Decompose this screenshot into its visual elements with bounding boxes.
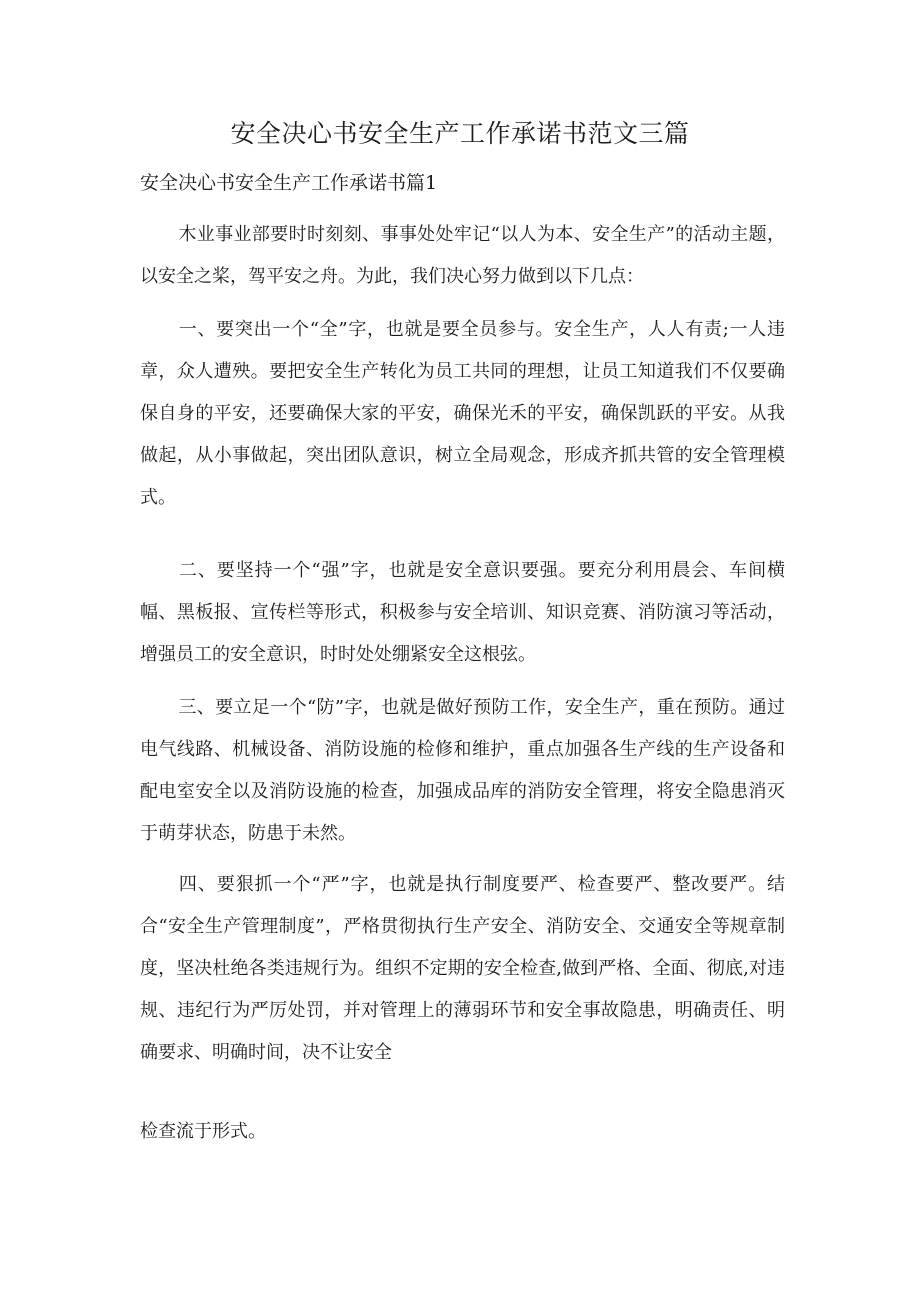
section-heading: 安全决心书安全生产工作承诺书篇1 [140, 172, 438, 194]
paragraph-intro: 木业事业部要时时刻刻、事事处处牢记“以人为本、安全生产”的活动主题，以安全之桨，驾平安之舟。为此，我们决心努力做到以下几点： [140, 224, 785, 287]
paragraph-point-three: 三、要立足一个“防”字，也就是做好预防工作，安全生产，重在预防。通过电气线路、机械设备、消防设施的检修和维护，重点加强各生产线的生产设备和配电室安全以及消防设施的检查，加强成品库的消防安全管理，将安全隐患消灭于萌芽状态，防患于未然。 [140, 697, 785, 844]
document-title: 安全决心书安全生产工作承诺书范文三篇 [230, 119, 690, 148]
paragraph-tail: 检查流于形式。 [140, 1121, 266, 1142]
paragraph-point-one: 一、要突出一个“全”字，也就是要全员参与。安全生产，人人有责;一人违章，众人遭殃。要把安全生产转化为员工共同的理想，让员工知道我们不仅要确保自身的平安，还要确保大家的平安，确保光禾的平安，确保凯跃的平安。从我做起，从小事做起，突出团队意识，树立全局观念，形成齐抓共管的安全管理模式。 [140, 319, 785, 508]
paragraph-point-two: 二、要坚持一个“强”字，也就是安全意识要强。要充分利用晨会、车间横幅、黑板报、宣传栏等形式，积极参与安全培训、知识竞赛、消防演习等活动，增强员工的安全意识，时时处处绷紧安全这根弦。 [140, 560, 785, 665]
paragraph-point-four: 四、要狠抓一个“严”字，也就是执行制度要严、检查要严、整改要严。结合“安全生产管理制度”，严格贯彻执行生产安全、消防安全、交通安全等规章制度，坚决杜绝各类违规行为。组织不定期的安全检查,做到严格、全面、彻底,对违规、违纪行为严厉处罚，并对管理上的薄弱环节和安全事故隐患，明确责任、明确要求、明确时间，决不让安全 [140, 874, 785, 1063]
